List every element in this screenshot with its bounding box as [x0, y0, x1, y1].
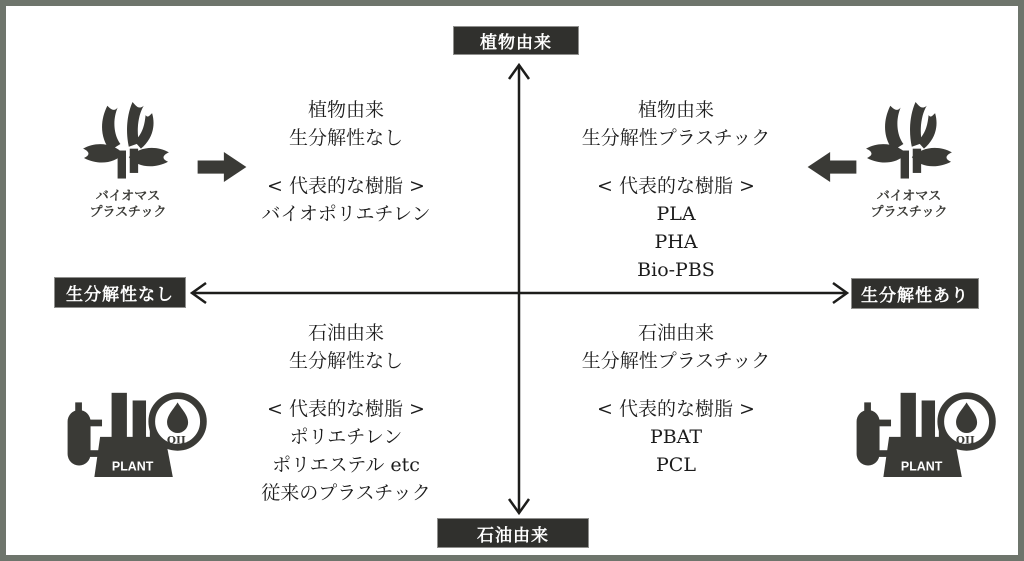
- quadrant-bottom-left: [231, 319, 461, 507]
- resin-item: ポリエステル etc: [272, 454, 420, 476]
- oil-plant-icon: [63, 389, 208, 477]
- resin-header: < 代表的な樹脂 >: [597, 398, 755, 420]
- plant-label: PLANT: [111, 459, 154, 474]
- resin-item: PLA: [656, 203, 696, 225]
- quadrant-bottom-right: [561, 319, 791, 479]
- biomass-caption-right: [849, 188, 969, 220]
- resin-item: 従来のプラスチック: [261, 482, 431, 504]
- plant-label: PLANT: [900, 459, 943, 474]
- resin-item: ポリエチレン: [289, 426, 403, 448]
- biomass-plant-icon: [78, 102, 174, 186]
- resin-header: < 代表的な樹脂 >: [267, 398, 425, 420]
- oil-label: OIL: [955, 434, 978, 447]
- quadrant-line: 石油由来: [307, 322, 384, 344]
- quadrant-top-left: [231, 96, 461, 228]
- resin-header: < 代表的な樹脂 >: [267, 175, 425, 197]
- spacer: [231, 375, 461, 395]
- oil-plant-icon: [852, 389, 997, 477]
- oil-label: OIL: [166, 434, 189, 447]
- arrow-right-icon: [196, 152, 248, 182]
- axis-label-top: 植物由来: [453, 26, 579, 55]
- quadrant-line: 石油由来: [637, 322, 714, 344]
- quadrant-line: 生分解性プラスチック: [581, 127, 771, 149]
- quadrant-line: 生分解性なし: [288, 350, 403, 372]
- resin-item: PBAT: [649, 426, 703, 448]
- spacer: [561, 375, 791, 395]
- quadrant-line: 生分解性なし: [288, 127, 403, 149]
- biomass-caption-left: [68, 188, 188, 220]
- caption-line: プラスチック: [89, 204, 167, 219]
- caption-line: バイオマス: [876, 188, 942, 203]
- biomass-plant-icon: [861, 102, 957, 186]
- resin-item: Bio-PBS: [637, 259, 715, 281]
- spacer: [561, 152, 791, 172]
- caption-line: プラスチック: [870, 204, 948, 219]
- arrow-left-icon: [806, 152, 858, 182]
- spacer: [231, 152, 461, 172]
- resin-item: PCL: [656, 454, 696, 476]
- resin-header: < 代表的な樹脂 >: [597, 175, 755, 197]
- resin-item: PHA: [654, 231, 698, 253]
- axis-label-right: 生分解性あり: [851, 278, 979, 309]
- axis-label-left: 生分解性なし: [54, 277, 186, 308]
- axis-label-bottom: 石油由来: [437, 518, 589, 548]
- resin-item: バイオポリエチレン: [261, 203, 431, 225]
- quadrant-line: 生分解性プラスチック: [581, 350, 771, 372]
- quadrant-line: 植物由来: [637, 99, 714, 121]
- caption-line: バイオマス: [95, 188, 161, 203]
- quadrant-top-right: [561, 96, 791, 284]
- quadrant-line: 植物由来: [307, 99, 384, 121]
